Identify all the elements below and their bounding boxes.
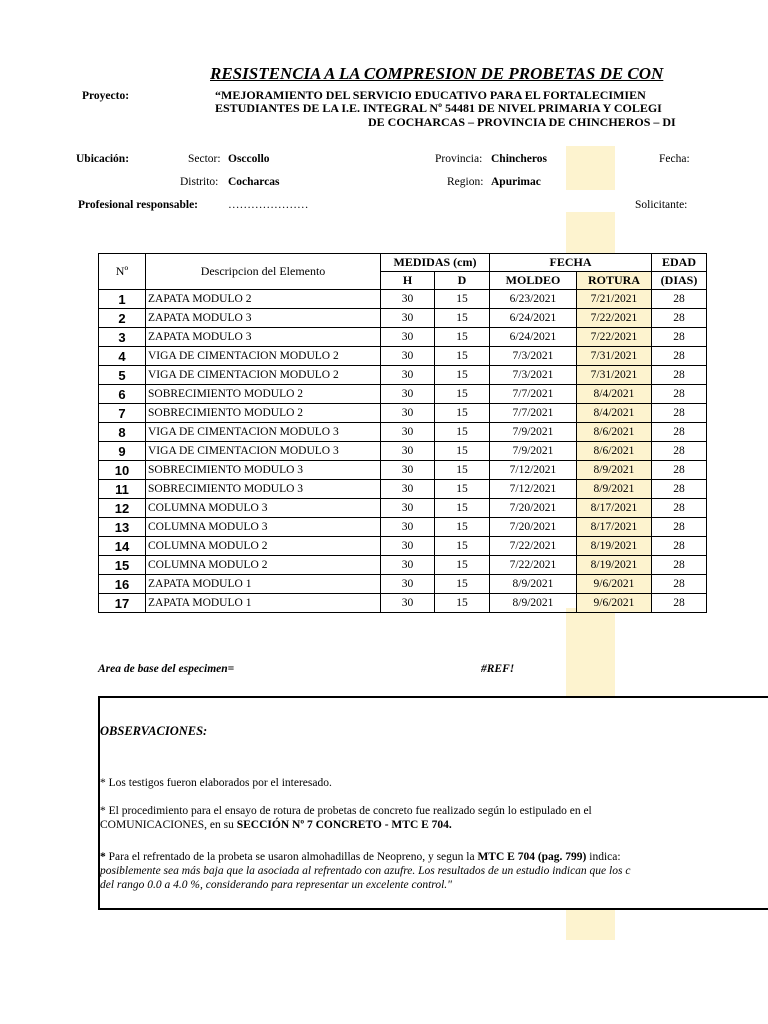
obs-line-3 (100, 851, 621, 863)
row-moldeo: 7/20/2021 (490, 499, 577, 518)
table-row (99, 537, 707, 556)
header-descripcion: Descripcion del Elemento (146, 254, 381, 290)
table-row (99, 328, 707, 347)
header-h: H (381, 272, 435, 290)
row-description: ZAPATA MODULO 2 (146, 290, 381, 309)
row-h: 30 (381, 404, 435, 423)
probetas-table (98, 253, 707, 613)
row-rotura: 7/31/2021 (577, 366, 652, 385)
row-moldeo: 7/9/2021 (490, 442, 577, 461)
table-row (99, 385, 707, 404)
row-description: COLUMNA MODULO 2 (146, 537, 381, 556)
row-number: 7 (99, 404, 146, 423)
row-edad: 28 (652, 404, 707, 423)
row-d: 15 (435, 480, 490, 499)
header-medidas: MEDIDAS (cm) (381, 254, 490, 272)
row-edad: 28 (652, 518, 707, 537)
proyecto-line-3: DE COCHARCAS – PROVINCIA DE CHINCHEROS – DI (368, 115, 676, 129)
table-row (99, 518, 707, 537)
row-h: 30 (381, 423, 435, 442)
row-d: 15 (435, 404, 490, 423)
row-rotura: 7/21/2021 (577, 290, 652, 309)
row-description: COLUMNA MODULO 2 (146, 556, 381, 575)
row-h: 30 (381, 385, 435, 404)
obs-line-4: posiblemente sea más baja que la asociada al refrentado con azufre. Los resultados de un estudio indican que los c (100, 865, 631, 877)
area-label: Area de base del especimen= (98, 663, 235, 675)
table-row (99, 499, 707, 518)
row-number: 10 (99, 461, 146, 480)
row-description: ZAPATA MODULO 3 (146, 328, 381, 347)
observaciones-title: OBSERVACIONES: (100, 724, 208, 738)
row-h: 30 (381, 328, 435, 347)
row-moldeo: 6/24/2021 (490, 309, 577, 328)
row-number: 1 (99, 290, 146, 309)
row-number: 16 (99, 575, 146, 594)
proyecto-line-2: ESTUDIANTES DE LA I.E. INTEGRAL Nº 54481 DE NIVEL PRIMARIA Y COLEGI (215, 101, 662, 115)
table-row (99, 347, 707, 366)
row-d: 15 (435, 575, 490, 594)
row-d: 15 (435, 461, 490, 480)
obs-line-2a: * El procedimiento para el ensayo de rotura de probetas de concreto fue realizado según lo estipulado en el (100, 805, 592, 817)
table-row (99, 309, 707, 328)
row-d: 15 (435, 556, 490, 575)
table-row (99, 366, 707, 385)
row-description: COLUMNA MODULO 3 (146, 499, 381, 518)
row-d: 15 (435, 537, 490, 556)
row-rotura: 8/9/2021 (577, 461, 652, 480)
row-edad: 28 (652, 328, 707, 347)
fecha-label: Fecha: (659, 153, 690, 165)
row-number: 2 (99, 309, 146, 328)
header-no: Nº (99, 254, 146, 290)
row-edad: 28 (652, 480, 707, 499)
table-row (99, 480, 707, 499)
sector-label: Sector: (188, 153, 221, 165)
row-moldeo: 7/22/2021 (490, 537, 577, 556)
highlight-strip-top (566, 146, 615, 190)
region-label: Region: (447, 176, 484, 188)
proyecto-label: Proyecto: (82, 90, 130, 102)
row-moldeo: 7/12/2021 (490, 480, 577, 499)
row-moldeo: 7/12/2021 (490, 461, 577, 480)
obs-line-3-star: * (100, 851, 106, 863)
row-description: COLUMNA MODULO 3 (146, 518, 381, 537)
obs-line-2b (100, 819, 452, 831)
provincia-label: Provincia: (435, 153, 483, 165)
row-edad: 28 (652, 309, 707, 328)
row-d: 15 (435, 499, 490, 518)
row-moldeo: 7/22/2021 (490, 556, 577, 575)
row-h: 30 (381, 556, 435, 575)
row-moldeo: 8/9/2021 (490, 594, 577, 613)
row-edad: 28 (652, 385, 707, 404)
row-rotura: 8/17/2021 (577, 499, 652, 518)
row-rotura: 8/4/2021 (577, 404, 652, 423)
table-row (99, 575, 707, 594)
highlight-strip-mid (566, 212, 615, 254)
row-rotura: 8/6/2021 (577, 423, 652, 442)
region-value: Apurimac (491, 176, 541, 188)
row-rotura: 7/22/2021 (577, 309, 652, 328)
obs-line-1: * Los testigos fueron elaborados por el interesado. (100, 777, 332, 789)
row-h: 30 (381, 347, 435, 366)
row-d: 15 (435, 309, 490, 328)
obs-line-2b-text: COMUNICACIONES, en su (100, 819, 237, 831)
row-h: 30 (381, 537, 435, 556)
header-moldeo: MOLDEO (490, 272, 577, 290)
obs-line-2b-bold: SECCIÓN Nº 7 CONCRETO - MTC E 704. (236, 819, 452, 831)
row-number: 12 (99, 499, 146, 518)
row-moldeo: 7/9/2021 (490, 423, 577, 442)
row-description: SOBRECIMIENTO MODULO 2 (146, 385, 381, 404)
row-description: VIGA DE CIMENTACION MODULO 2 (146, 366, 381, 385)
obs-line-3-text: Para el refrentado de la probeta se usaron almohadillas de Neopreno, y segun la (105, 851, 478, 863)
provincia-value: Chincheros (491, 153, 548, 165)
table-row (99, 594, 707, 613)
row-moldeo: 6/23/2021 (490, 290, 577, 309)
obs-line-3-post: indica: (586, 851, 621, 863)
row-description: VIGA DE CIMENTACION MODULO 3 (146, 442, 381, 461)
header-d: D (435, 272, 490, 290)
highlight-strip-lower (566, 608, 615, 696)
obs-line-3-bold: MTC E 704 (pag. 799) (477, 851, 587, 863)
row-moldeo: 7/20/2021 (490, 518, 577, 537)
table-row (99, 461, 707, 480)
row-rotura: 8/4/2021 (577, 385, 652, 404)
row-edad: 28 (652, 442, 707, 461)
row-d: 15 (435, 328, 490, 347)
row-description: VIGA DE CIMENTACION MODULO 3 (146, 423, 381, 442)
row-description: SOBRECIMIENTO MODULO 3 (146, 480, 381, 499)
row-moldeo: 7/3/2021 (490, 366, 577, 385)
row-edad: 28 (652, 499, 707, 518)
header-edad: EDAD (652, 254, 707, 272)
row-number: 17 (99, 594, 146, 613)
profesional-value: ………………… (228, 199, 309, 211)
solicitante-label: Solicitante: (635, 199, 688, 211)
table-row (99, 423, 707, 442)
row-edad: 28 (652, 461, 707, 480)
table-row (99, 404, 707, 423)
row-d: 15 (435, 347, 490, 366)
row-rotura: 8/6/2021 (577, 442, 652, 461)
header-rotura: ROTURA (577, 272, 652, 290)
row-d: 15 (435, 594, 490, 613)
obs-line-5: del rango 0.0 a 4.0 %, considerando para representar un excelente control." (100, 879, 453, 891)
row-h: 30 (381, 309, 435, 328)
table-row (99, 290, 707, 309)
area-value: #REF! (481, 663, 515, 675)
row-h: 30 (381, 480, 435, 499)
ubicacion-label: Ubicación: (76, 153, 130, 165)
table-row (99, 442, 707, 461)
row-number: 14 (99, 537, 146, 556)
row-rotura: 9/6/2021 (577, 594, 652, 613)
profesional-label: Profesional responsable: (78, 199, 199, 211)
sector-value: Osccollo (228, 153, 270, 165)
row-rotura: 7/31/2021 (577, 347, 652, 366)
row-edad: 28 (652, 575, 707, 594)
header-fecha: FECHA (490, 254, 652, 272)
row-moldeo: 6/24/2021 (490, 328, 577, 347)
row-d: 15 (435, 290, 490, 309)
row-number: 5 (99, 366, 146, 385)
highlight-strip-bottom (566, 908, 615, 940)
row-d: 15 (435, 442, 490, 461)
row-rotura: 8/19/2021 (577, 556, 652, 575)
distrito-value: Cocharcas (228, 176, 280, 188)
row-h: 30 (381, 366, 435, 385)
row-h: 30 (381, 575, 435, 594)
row-description: ZAPATA MODULO 1 (146, 594, 381, 613)
row-moldeo: 8/9/2021 (490, 575, 577, 594)
row-edad: 28 (652, 366, 707, 385)
row-rotura: 9/6/2021 (577, 575, 652, 594)
row-moldeo: 7/7/2021 (490, 404, 577, 423)
table-row (99, 556, 707, 575)
row-h: 30 (381, 499, 435, 518)
page-title: RESISTENCIA A LA COMPRESION DE PROBETAS DE CON (210, 64, 664, 83)
row-edad: 28 (652, 423, 707, 442)
row-d: 15 (435, 366, 490, 385)
row-rotura: 8/19/2021 (577, 537, 652, 556)
row-edad: 28 (652, 594, 707, 613)
row-rotura: 8/9/2021 (577, 480, 652, 499)
row-number: 6 (99, 385, 146, 404)
row-h: 30 (381, 290, 435, 309)
row-d: 15 (435, 385, 490, 404)
row-description: SOBRECIMIENTO MODULO 3 (146, 461, 381, 480)
row-number: 3 (99, 328, 146, 347)
row-d: 15 (435, 518, 490, 537)
row-number: 9 (99, 442, 146, 461)
distrito-label: Distrito: (180, 176, 219, 188)
header-dias: (DIAS) (652, 272, 707, 290)
row-description: SOBRECIMIENTO MODULO 2 (146, 404, 381, 423)
row-d: 15 (435, 423, 490, 442)
row-description: ZAPATA MODULO 3 (146, 309, 381, 328)
row-number: 8 (99, 423, 146, 442)
row-h: 30 (381, 442, 435, 461)
row-edad: 28 (652, 556, 707, 575)
proyecto-line-1: “MEJORAMIENTO DEL SERVICIO EDUCATIVO PARA EL FORTALECIMIEN (215, 88, 646, 102)
row-rotura: 7/22/2021 (577, 328, 652, 347)
row-number: 11 (99, 480, 146, 499)
row-h: 30 (381, 518, 435, 537)
row-edad: 28 (652, 290, 707, 309)
row-moldeo: 7/3/2021 (490, 347, 577, 366)
row-number: 15 (99, 556, 146, 575)
row-description: ZAPATA MODULO 1 (146, 575, 381, 594)
row-description: VIGA DE CIMENTACION MODULO 2 (146, 347, 381, 366)
row-rotura: 8/17/2021 (577, 518, 652, 537)
row-edad: 28 (652, 347, 707, 366)
row-h: 30 (381, 461, 435, 480)
row-moldeo: 7/7/2021 (490, 385, 577, 404)
row-edad: 28 (652, 537, 707, 556)
row-h: 30 (381, 594, 435, 613)
row-number: 4 (99, 347, 146, 366)
row-number: 13 (99, 518, 146, 537)
